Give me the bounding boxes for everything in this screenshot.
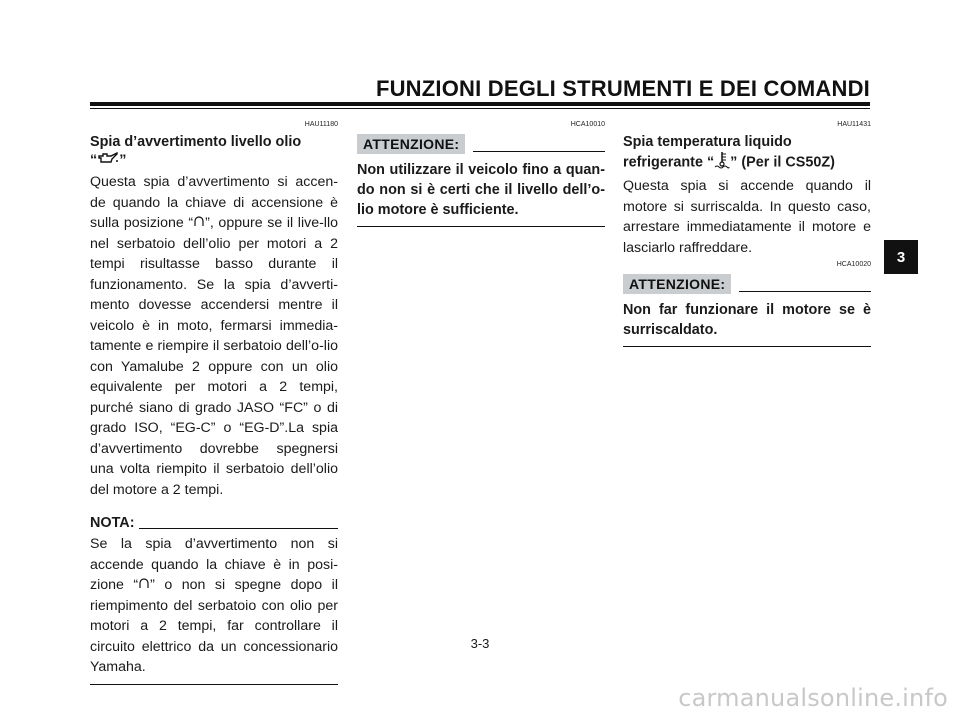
caution-code: HCA10010 [570,121,605,128]
caution-end-rule [357,226,605,227]
column-oil-warning [90,120,338,685]
page-header-title: FUNZIONI DEGLI STRUMENTI E DEI COMANDI [375,76,870,101]
note-label: NOTA: [90,515,135,531]
caution-header [357,134,605,154]
note-text-b: ” o non si spegne dopo il riempimento del serbatoio con olio per motori a 2 tempi, far controllare il circuito elettrico da un concessionario Yamaha. [90,577,338,675]
caution-code: HCA10020 [836,261,871,268]
section-heading [623,133,871,174]
heading-text-b: ” (Per il CS50Z) [730,154,835,171]
paragraph-text-a: Questa spia d’avvertimento si accen-de quando la chiave di accensione è sulla posizione “ [90,174,338,231]
ignition-on-icon [193,213,205,234]
header-rule-thin [90,108,870,109]
section-code: HAU11431 [837,121,871,128]
caution-badge: ATTENZIONE: [357,134,465,154]
caution-rule [473,151,605,152]
header-rule [90,102,870,106]
ignition-on-icon [138,575,150,596]
note-end-rule [90,684,338,685]
section-code: HAU11180 [304,121,338,128]
quote-open: “ [90,152,98,169]
chapter-tab: 3 [884,240,918,274]
caution-text: Non far funzionare il motore se è surriscaldato. [623,302,871,338]
watermark: carmanualsonline.info [678,684,948,712]
note-rule [139,528,339,529]
section-heading [90,133,338,170]
oil-can-icon [97,151,119,170]
oil-warning-paragraph [90,172,338,500]
caution-text: Non utilizzare il veicolo fino a quan-do non si è certi che il livello dell’o-lio motore è sufficiente. [357,162,605,218]
caution-rule [739,291,871,292]
caution-end-rule [623,346,871,347]
column-coolant-warning [623,120,871,347]
heading-text-a: refrigerante “ [623,154,715,171]
page-number: 3-3 [470,636,490,651]
coolant-paragraph: Questa spia si accende quando il motore si surriscalda. In questo caso, arrestare immediatamente il motore e lasciarlo raffreddare. [623,178,871,256]
note-paragraph [90,534,338,678]
caution-badge: ATTENZIONE: [623,274,731,294]
note-header [90,514,338,532]
heading-text: Spia temperatura liquido [623,134,792,150]
column-caution-oil [357,120,605,227]
coolant-temp-icon [714,151,730,174]
heading-text: Spia d’avvertimento livello olio [90,134,302,150]
caution-header [623,274,871,294]
note-text-a: Se la spia d’avvertimento non si accende quando la chiave è in posi-zione “ [90,536,338,593]
quote-close: ” [119,152,127,169]
paragraph-text-b: ”, oppure se il live-llo nel serbatoio dell’olio per motori a 2 tempi risultasse basso durante il funzionamento. Se la spia d’avverti-mento dovesse accendersi mentre il veicolo è in moto, fermarsi immedia-tamente e riempire il serbatoio dell’o-lio con Yamalube 2 oppure con un olio equivalente per motori a 2 tempi, purché siano di grado JASO “FC” o di grado ISO, “EG-C” o “EG-D”.La spia d’avvertimento dovrebbe spegnersi una volta riempito il serbatoio dell’olio del motore a 2 tempi. [90,215,339,498]
